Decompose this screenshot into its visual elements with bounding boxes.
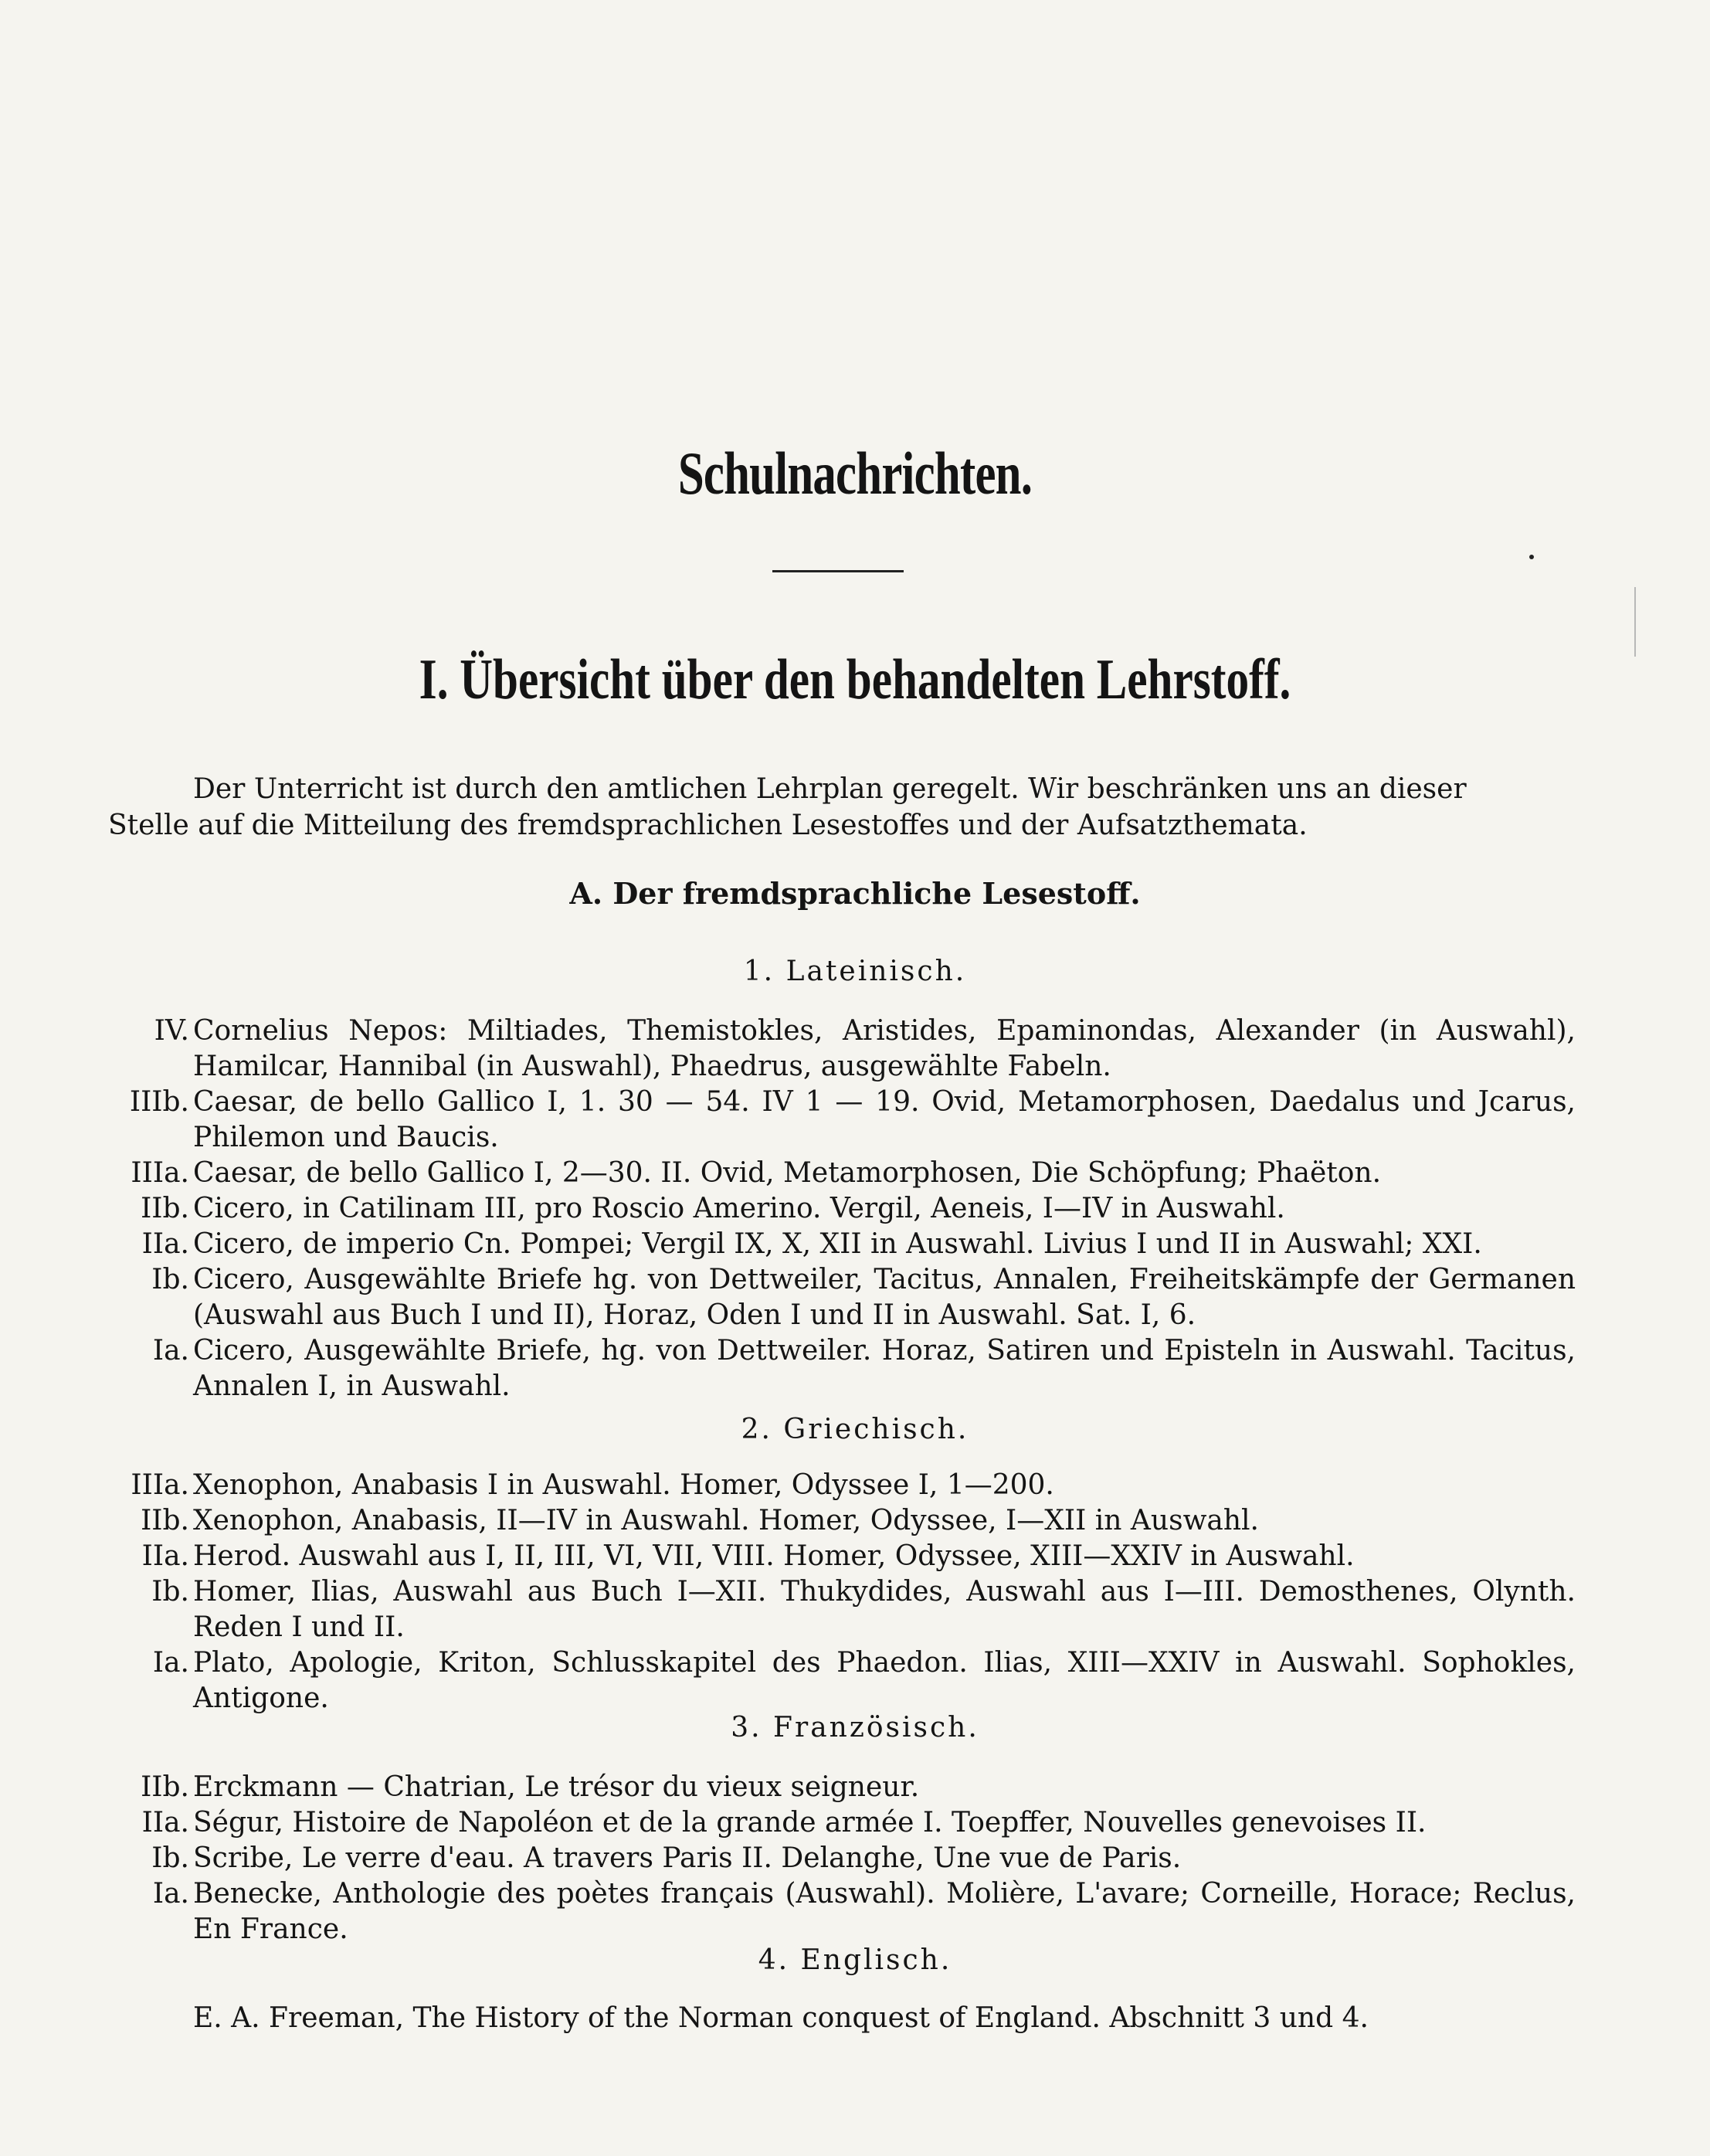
reading-text: Benecke, Anthologie des poètes français (Auswahl). Molière, L'avare; Corneille, Horace; Reclus, En France.	[193, 1878, 1576, 1945]
heading-lateinisch: 1. Lateinisch.	[743, 956, 967, 987]
reading-text: Cicero, de imperio Cn. Pompei; Vergil IX, X, XII in Auswahl. Livius I und II in Auswahl; XXI.	[193, 1228, 1482, 1260]
reading-text: Plato, Apologie, Kriton, Schlusskapitel des Phaedon. Ilias, XIII—XXIV in Auswahl. Sophokles, Antigone.	[193, 1647, 1576, 1714]
list-item	[108, 1013, 1576, 1085]
class-label: IIb.	[141, 1771, 189, 1803]
reading-text: Erckmann — Chatrian, Le trésor du vieux seigneur.	[193, 1771, 920, 1803]
class-label: IIa.	[141, 1807, 189, 1839]
class-label: IIa.	[141, 1228, 189, 1260]
class-label: Ib.	[151, 1264, 189, 1295]
list-item	[108, 1876, 1576, 1947]
reading-text: Cicero, in Catilinam III, pro Roscio Amerino. Vergil, Aeneis, I—IV in Auswahl.	[193, 1193, 1285, 1224]
class-label: IIa.	[141, 1540, 189, 1572]
class-label: IIb.	[141, 1505, 189, 1536]
reading-text: Xenophon, Anabasis I in Auswahl. Homer, Odyssee I, 1—200.	[193, 1469, 1054, 1501]
class-label: IIIa.	[131, 1157, 189, 1189]
class-label: IIIb.	[129, 1086, 189, 1118]
list-item	[108, 1333, 1576, 1404]
ink-dot	[1529, 555, 1534, 559]
reading-text: Herod. Auswahl aus I, II, III, VI, VII, VIII. Homer, Odyssee, XIII—XXIV in Auswahl.	[193, 1540, 1355, 1572]
section-title: I. Übersicht über den behandelten Lehrstoff.	[419, 648, 1291, 711]
reading-text: Scribe, Le verre d'eau. A travers Paris II. Delanghe, Une vue de Paris.	[193, 1842, 1182, 1874]
list-item	[108, 1841, 1576, 1876]
margin-mark	[1634, 587, 1636, 657]
list-item	[108, 1262, 1576, 1333]
reading-text: Caesar, de bello Gallico I, 1. 30 — 54. IV 1 — 19. Ovid, Metamorphosen, Daedalus und Jcarus, Philemon und Baucis.	[193, 1086, 1576, 1153]
reading-text: Caesar, de bello Gallico I, 2—30. II. Ovid, Metamorphosen, Die Schöpfung; Phaëton.	[193, 1157, 1382, 1189]
class-label: IIb.	[141, 1193, 189, 1224]
list-item	[108, 1156, 1576, 1191]
list-item	[108, 1770, 1576, 1805]
reading-text: Ségur, Histoire de Napoléon et de la grande armée I. Toepffer, Nouvelles genevoises II.	[193, 1807, 1427, 1839]
list-item	[108, 1085, 1576, 1156]
heading-franzoesisch: 3. Französisch.	[731, 1712, 979, 1743]
list-item	[108, 1227, 1576, 1262]
list-item	[108, 1503, 1576, 1539]
heading-griechisch: 2. Griechisch.	[741, 1414, 969, 1445]
reading-text: Cicero, Ausgewählte Briefe hg. von Dettweiler, Tacitus, Annalen, Freiheitskämpfe der Germanen (Auswahl aus Buch I und II), Horaz, Oden I und II in Auswahl. Sat. I, 6.	[193, 1264, 1576, 1331]
list-franzoesisch	[108, 1770, 1576, 1947]
title-divider	[772, 570, 904, 572]
reading-text: Cicero, Ausgewählte Briefe, hg. von Dettweiler. Horaz, Satiren und Episteln in Auswahl. Tacitus, Annalen I, in Auswahl.	[193, 1335, 1576, 1402]
list-item	[108, 1468, 1576, 1503]
list-lateinisch	[108, 1013, 1576, 1404]
class-label: IIIa.	[131, 1469, 189, 1501]
list-item	[108, 1539, 1576, 1574]
list-item	[108, 1574, 1576, 1645]
class-label: Ia.	[152, 1878, 189, 1910]
reading-text: Cornelius Nepos: Miltiades, Themistokles, Aristides, Epaminondas, Alexander (in Auswahl), Hamilcar, Hannibal (in Auswahl), Phaedrus, ausgewählte Fabeln.	[193, 1015, 1576, 1082]
reading-text: Xenophon, Anabasis, II—IV in Auswahl. Homer, Odyssee, I—XII in Auswahl.	[193, 1505, 1259, 1536]
class-label: Ia.	[152, 1335, 189, 1367]
intro-line-2: Stelle auf die Mitteilung des fremdsprachlichen Lesestoffes und der Aufsatzthemata.	[108, 810, 1308, 841]
subsection-heading: A. Der fremdsprachliche Lesestoff.	[569, 876, 1141, 911]
class-label: IV.	[154, 1015, 189, 1047]
class-label: Ib.	[151, 1576, 189, 1608]
page-title: Schulnachrichten.	[677, 440, 1033, 507]
list-griechisch	[108, 1468, 1576, 1716]
class-label: Ib.	[151, 1842, 189, 1874]
list-item	[108, 1191, 1576, 1227]
class-label: Ia.	[152, 1647, 189, 1679]
list-item	[108, 1645, 1576, 1716]
list-item	[108, 1805, 1576, 1841]
reading-text: Homer, Ilias, Auswahl aus Buch I—XII. Thukydides, Auswahl aus I—III. Demosthenes, Olynth. Reden I und II.	[193, 1576, 1576, 1643]
intro-line-1: Der Unterricht ist durch den amtlichen Lehrplan geregelt. Wir beschränken uns an dieser	[193, 773, 1467, 805]
englisch-text: E. A. Freeman, The History of the Norman conquest of England. Abschnitt 3 und 4.	[193, 2002, 1369, 2034]
intro-paragraph	[108, 771, 1572, 844]
heading-englisch: 4. Englisch.	[758, 1944, 952, 1976]
